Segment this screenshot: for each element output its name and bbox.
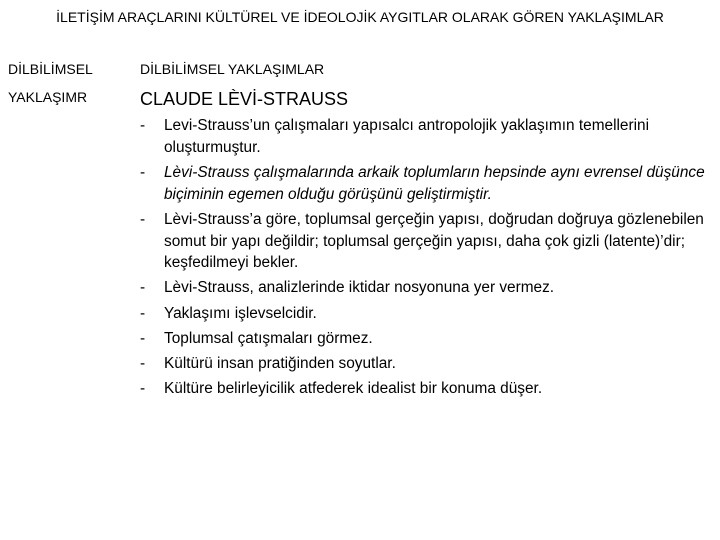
list-item <box>140 378 715 400</box>
list-item <box>140 162 715 206</box>
bullet-list <box>140 115 715 403</box>
dash-bullet: - <box>140 117 146 134</box>
list-item-text: Toplumsal çatışmaları görmez. <box>164 329 373 347</box>
left-column <box>8 58 128 108</box>
left-label-line2: YAKLAŞIMR <box>8 89 88 105</box>
list-item <box>140 353 715 375</box>
section-heading: DİLBİLİMSEL YAKLAŞIMLAR <box>140 61 325 77</box>
list-item <box>140 115 715 159</box>
list-item <box>140 303 715 325</box>
dash-bullet: - <box>140 163 146 181</box>
list-item-text: Lèvi-Strauss çalışmalarında arkaik toplumların hepsinde aynı evrensel düşünce biçiminin egemen olduğu görüşünü geliştirmiştir. <box>164 163 705 203</box>
dash-bullet: - <box>140 379 146 397</box>
list-item-text: Yaklaşımı işlevselcidir. <box>164 304 317 322</box>
dash-bullet: - <box>140 304 146 322</box>
list-item <box>140 209 715 274</box>
list-item-text: Kültüre belirleyicilik atfederek idealist bir konuma düşer. <box>164 379 543 397</box>
dash-bullet: - <box>140 329 146 347</box>
author-heading: CLAUDE LÈVİ-STRAUSS <box>140 89 349 109</box>
list-item <box>140 328 715 350</box>
page-title: İLETİŞİM ARAÇLARINI KÜLTÜREL VE İDEOLOJİK AYGITLAR OLARAK GÖREN YAKLAŞIMLAR <box>56 9 664 25</box>
dash-bullet: - <box>140 210 146 228</box>
left-label-line1: DİLBİLİMSEL <box>8 61 93 77</box>
list-item-text: Levi-Strauss’un çalışmaları yapısalcı antropolojik yaklaşımın temellerini oluşturmuştur. <box>164 117 650 156</box>
list-item-text: Lèvi-Strauss’a göre, toplumsal gerçeğin yapısı, doğrudan doğruya gözlenebilen somut bir yapı değildir; toplumsal gerçeğin yapısı, daha çok gizli (latente)’dir; keşfedilmeyi bekler. <box>164 210 704 272</box>
list-item-text: Kültürü insan pratiğinden soyutlar. <box>164 354 396 372</box>
dash-bullet: - <box>140 354 146 372</box>
dash-bullet: - <box>140 279 146 297</box>
list-item <box>140 277 715 299</box>
list-item-text: Lèvi-Strauss, analizlerinde iktidar nosyonuna yer vermez. <box>164 279 555 297</box>
